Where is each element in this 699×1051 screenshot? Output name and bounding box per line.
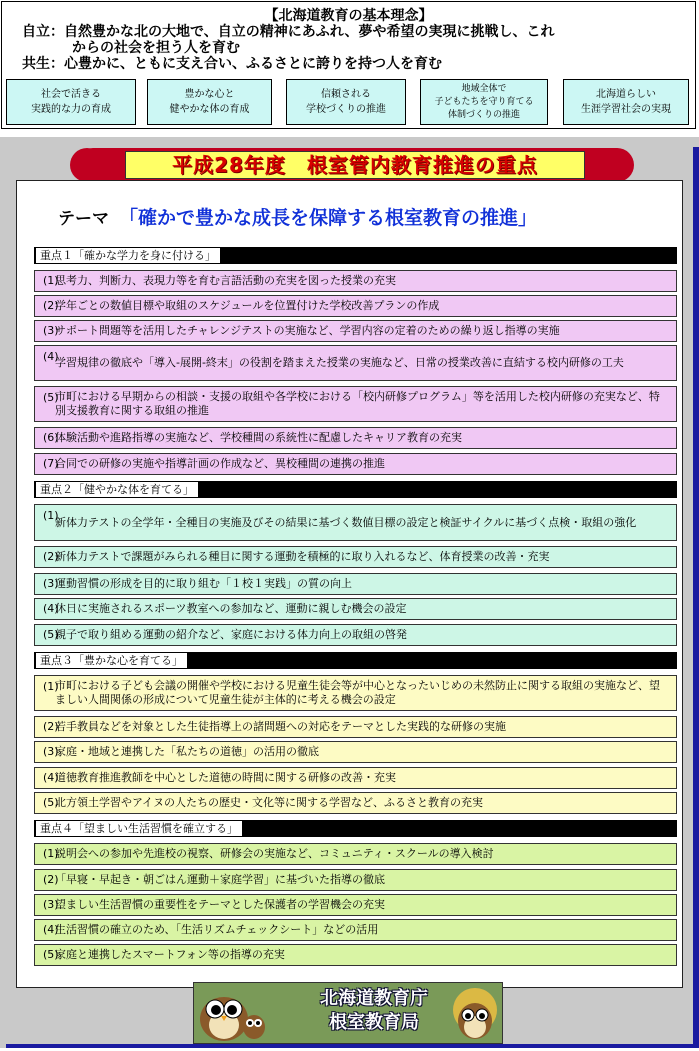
list-item: (5) 北方領土学習やアイヌの人たちの歴史・文化等に関する学習など、ふるさと教育の充実 bbox=[34, 792, 677, 814]
list-item: (1) 新体力テストの全学年・全種目の実施及びその結果に基づく数値目標の設定と検証サイクルに基づく点検・取組の強化 bbox=[34, 504, 677, 541]
principle-box-5: 北海道らしい 生涯学習社会の実現 bbox=[563, 79, 689, 125]
theme-text: 「確かで豊かな成長を保障する根室教育の推進」 bbox=[119, 207, 538, 229]
list-item: (2) 若手教員などを対象とした生徒指導上の諸問題への対応をテーマとした実践的な研修の実施 bbox=[34, 716, 677, 738]
list-item: (4) 休日に実施されるスポーツ教室への参加など、運動に親しむ機会の設定 bbox=[34, 598, 677, 620]
list-item: (5) 市町における早期からの相談・支援の取組や各学校における「校内研修プログラム」等を活用した校内研修の充実など、特別支援教育に関する取組の推進 bbox=[34, 386, 677, 422]
basic-principles-box bbox=[1, 1, 696, 129]
section-header-1: 重点１「確かな学力を身に付ける」 bbox=[34, 247, 677, 264]
list-item: (2) 新体力テストで課題がみられる種目に関する運動を積極的に取り入れるなど、体育授業の改善・充実 bbox=[34, 546, 677, 568]
list-item: (5) 親子で取り組める運動の紹介など、家庭における体力向上の取組の啓発 bbox=[34, 624, 677, 646]
list-item: (3) サポート問題等を活用したチャレンジテストの実施など、学習内容の定着のための繰り返し指導の実施 bbox=[34, 320, 677, 342]
owl-mascot-right-icon bbox=[450, 985, 500, 1043]
frame-shadow-right bbox=[693, 147, 699, 1048]
list-item: (4) 生活習慣の確立のため、「生活リズムチェックシート」などの活用 bbox=[34, 919, 677, 941]
principles-title: 【北海道教育の基本理念】 bbox=[264, 8, 433, 24]
theme-label: テーマ bbox=[58, 209, 109, 229]
principle-box-1: 社会で活きる 実践的な力の育成 bbox=[6, 79, 136, 125]
hokkaido-nemuro-logo bbox=[193, 982, 503, 1044]
list-item: (3) 望ましい生活習慣の重要性をテーマとした保護者の学習機会の充実 bbox=[34, 894, 677, 916]
section-header-2: 重点２「健やかな体を育てる」 bbox=[34, 481, 677, 498]
list-item: (4) 学習規律の徹底や「導入-展開-終末」の役割を踏まえた授業の実施など、日常の授業改善に直結する校内研修の工夫 bbox=[34, 345, 677, 381]
list-item: (1) 説明会への参加や先進校の視察、研修会の実施など、コミュニティ・スクールの導入検討 bbox=[34, 843, 677, 865]
list-item: (2) 学年ごとの数値目標や取組のスケジュールを位置付けた学校改善プランの作成 bbox=[34, 295, 677, 317]
list-item: (5) 家庭と連携したスマートフォン等の指導の充実 bbox=[34, 944, 677, 966]
owl-mascot-icon bbox=[196, 985, 266, 1043]
principle-box-3: 信頼される 学校づくりの推進 bbox=[286, 79, 406, 125]
list-item: (7) 合同での研修の実施や指導計画の作成など、異校種間の連携の推進 bbox=[34, 453, 677, 475]
principle-box-4: 地域全体で 子どもたちを守り育てる 体制づくりの推進 bbox=[420, 79, 548, 125]
list-item: (3) 家庭・地域と連携した「私たちの道徳」の活用の徹底 bbox=[34, 741, 677, 763]
list-item: (2) 「早寝・早起き・朝ごはん運動＋家庭学習」に基づいた指導の徹底 bbox=[34, 869, 677, 891]
banner-title: 平成28年度 根室管内教育推進の重点 bbox=[125, 151, 585, 179]
principle-coexistence: 共生：心豊かに、ともに支え合い、ふるさとに誇りを持つ人を育む bbox=[22, 56, 442, 72]
section-header-4: 重点４「望ましい生活習慣を確立する」 bbox=[34, 820, 677, 837]
list-item: (4) 道徳教育推進教師を中心とした道徳の時間に関する研修の改善・充実 bbox=[34, 767, 677, 789]
list-item: (6) 体験活動や進路指導の実施など、学校種間の系統性に配慮したキャリア教育の充実 bbox=[34, 427, 677, 449]
frame-shadow-bottom bbox=[6, 1044, 699, 1048]
principle-box-2: 豊かな心と 健やかな体の育成 bbox=[147, 79, 272, 125]
principle-independence-cont: からの社会を担う人を育む bbox=[72, 40, 240, 56]
principle-independence: 自立：自然豊かな北の大地で、自立の精神にあふれ、夢や希望の実現に挑戦し、これ bbox=[22, 24, 555, 40]
list-item: (1) 思考力、判断力、表現力等を育む言語活動の充実を図った授業の充実 bbox=[34, 270, 677, 292]
list-item: (1) 市町における子ども会議の開催や学校における児童生徒会等が中心となったいじめの未然防止に関する取組の実施など、望ましい人間関係の形成について児童生徒が主体的に考える機会の設定 bbox=[34, 675, 677, 711]
theme-heading bbox=[58, 203, 537, 230]
logo-text: 北海道教育庁 根室教育局 bbox=[320, 988, 428, 1033]
list-item: (3) 運動習慣の形成を目的に取り組む「１校１実践」の質の向上 bbox=[34, 573, 677, 595]
section-header-3: 重点３「豊かな心を育てる」 bbox=[34, 652, 677, 669]
